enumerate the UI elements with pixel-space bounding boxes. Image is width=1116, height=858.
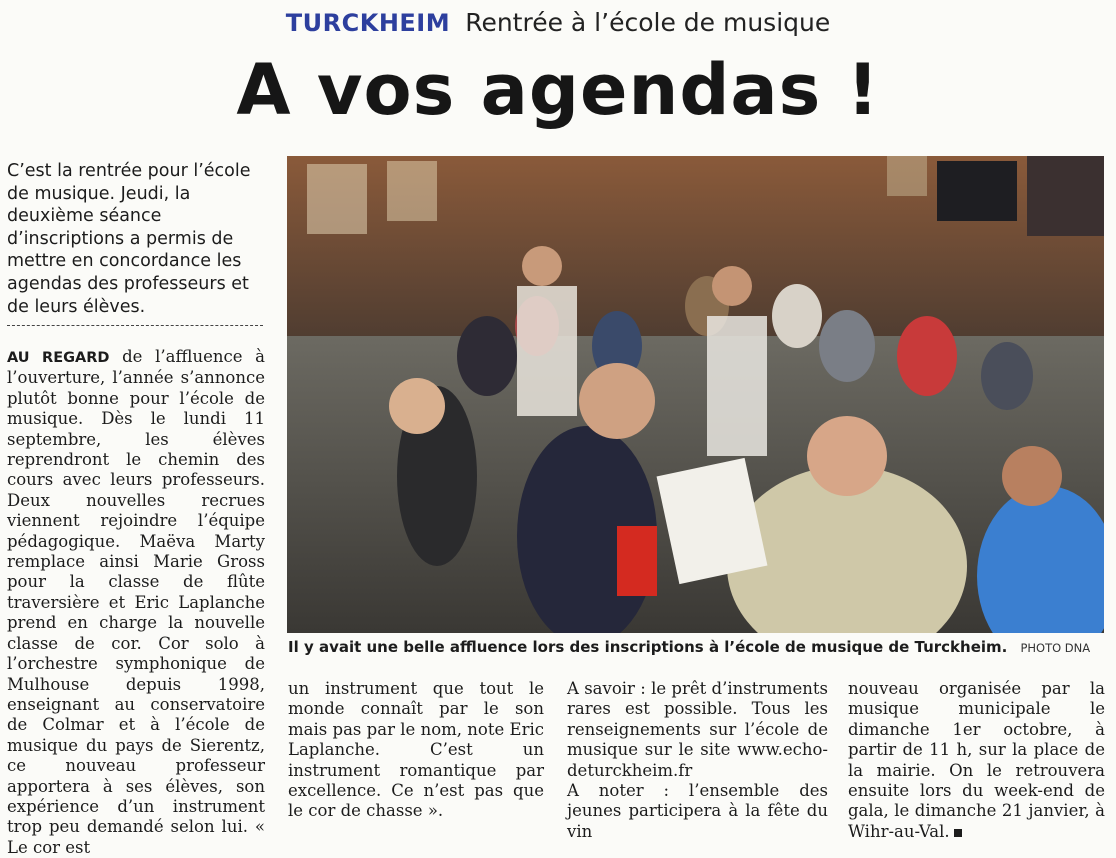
col1-text (7, 347, 265, 858)
lead-in: AU REGARD (7, 350, 110, 366)
col4-body: nouveau organisée par la musique municipale le dimanche 1er octobre, à partir de 11 h, sur la place de la mairie. On le retrouvera ensuite lors du week-end de gala, le dimanche 21 janvier, à Wihr-au-Val. (848, 679, 1105, 841)
photo-credit: PHOTO DNA (1020, 641, 1091, 655)
end-mark (954, 829, 962, 837)
caption-text: Il y avait une belle affluence lors des inscriptions à l’école de musique de Turckheim. (288, 638, 1008, 656)
col4-text (848, 679, 1105, 842)
article-kicker (0, 8, 1116, 37)
col1-body: de l’affluence à l’ouverture, l’année s’annonce plutôt bonne pour l’école de musique. Dès le lundi 11 septembre, les élèves reprendront le chemin des cours avec leurs professeurs. Deux nouvelles recrues viennent rejoindre l’équipe pédagogique. Maëva Marty remplace ainsi Marie Gross pour la classe de flûte traversière et Eric Laplanche prend en charge la nouvelle classe de cor. Cor solo à l’orchestre symphonique de Mulhouse depuis 1998, enseignant au conservatoire de Colmar et à l’école de musique du pays de Sierentz, ce nouveau professeur apportera à ses élèves, son expérience d’un instrument trop peu demandé selon lui. « Le cor est (7, 347, 266, 857)
col3-note: A noter : l’ensemble des jeunes participera à la fête du vin (567, 781, 828, 841)
intro-divider (7, 325, 263, 326)
headline: A vos agendas ! (236, 49, 880, 131)
body-column-3 (567, 679, 828, 842)
intro-text: C’est la rentrée pour l’école de musique. Jeudi, la deuxième séance d’inscriptions a permis de mettre en concordance les agendas des professeurs et de leurs élèves. (7, 161, 251, 317)
intro-paragraph (7, 160, 265, 318)
photo-illustration (287, 156, 1104, 633)
col3-info: A savoir : le prêt d’instruments rares est possible. Tous les renseignements sur l’école de musique sur le site www.echo-deturckheim.fr (567, 679, 828, 780)
col2-text: un instrument que tout le monde connaît par le son mais pas par le nom, note Eric Laplanche. C’est un instrument romantique par excellence. Ce n’est pas que le cor de chasse ». (288, 679, 544, 821)
subtitle: Rentrée à l’école de musique (465, 8, 831, 37)
location-label: TURCKHEIM (285, 9, 451, 37)
photo-caption (288, 637, 1103, 656)
news-photo (287, 156, 1104, 633)
body-column-2 (288, 679, 544, 822)
body-column-1 (7, 347, 265, 858)
body-column-4 (848, 679, 1105, 842)
